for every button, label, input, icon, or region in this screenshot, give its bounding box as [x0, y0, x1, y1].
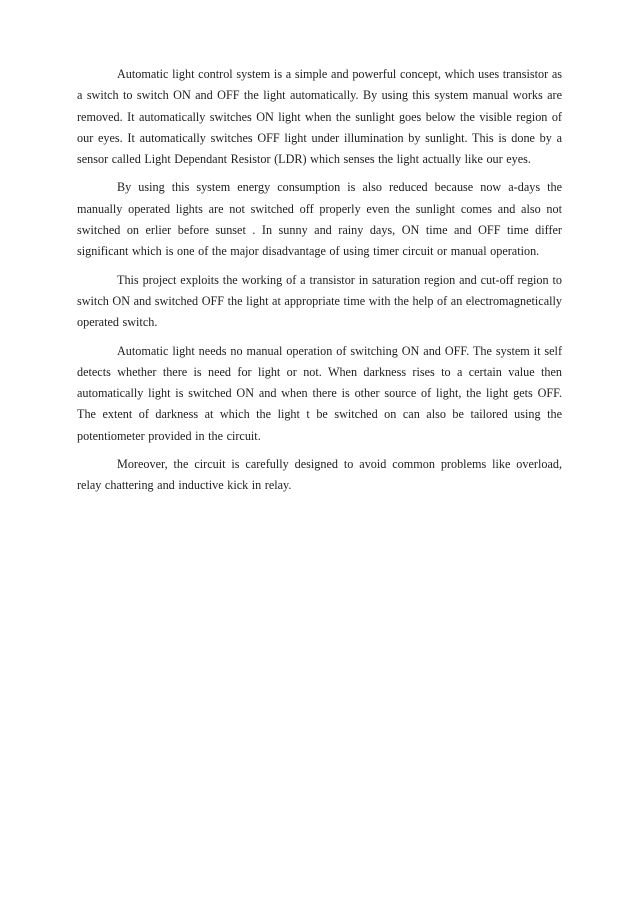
paragraph-transistor: This project exploits the working of a transistor in saturation region and cut-off region to switch ON and switched OFF the light at appropriate time with the help of an electromagnetically operated switch.: [77, 272, 562, 330]
paragraph-energy: By using this system energy consumption is also reduced because now a-days the manually operated lights are not switched off properly even the sunlight comes and also not switched on erlier before sunset . In sunny and rainy days, ON time and OFF time differ significant which is one of the major disadvantage of using timer circuit or manual operation.: [77, 180, 562, 259]
paragraph-intro: Automatic light control system is a simple and powerful concept, which uses transistor as a switch to switch ON and OFF the light automatically. By using this system manual works are removed. It automatically switches ON light when the sunlight goes below the visible region of our eyes. It automatically switches OFF light under illumination by sunlight. This is done by a sensor called Light Dependant Resistor (LDR) which senses the light actually like our eyes.: [77, 67, 562, 167]
paragraph-circuit-design: Moreover, the circuit is carefully designed to avoid common problems like overload, relay chattering and inductive kick in relay.: [77, 457, 562, 493]
paragraph-automatic-operation: Automatic light needs no manual operation of switching ON and OFF. The system it self detects whether there is need for light or not. When darkness rises to a certain value then automatically light is switched ON and when there is other source of light, the light gets OFF. The extent of darkness at which the light t be switched on can also be tailored using the potentiometer provided in the circuit.: [77, 343, 562, 443]
document-body: [77, 64, 562, 504]
